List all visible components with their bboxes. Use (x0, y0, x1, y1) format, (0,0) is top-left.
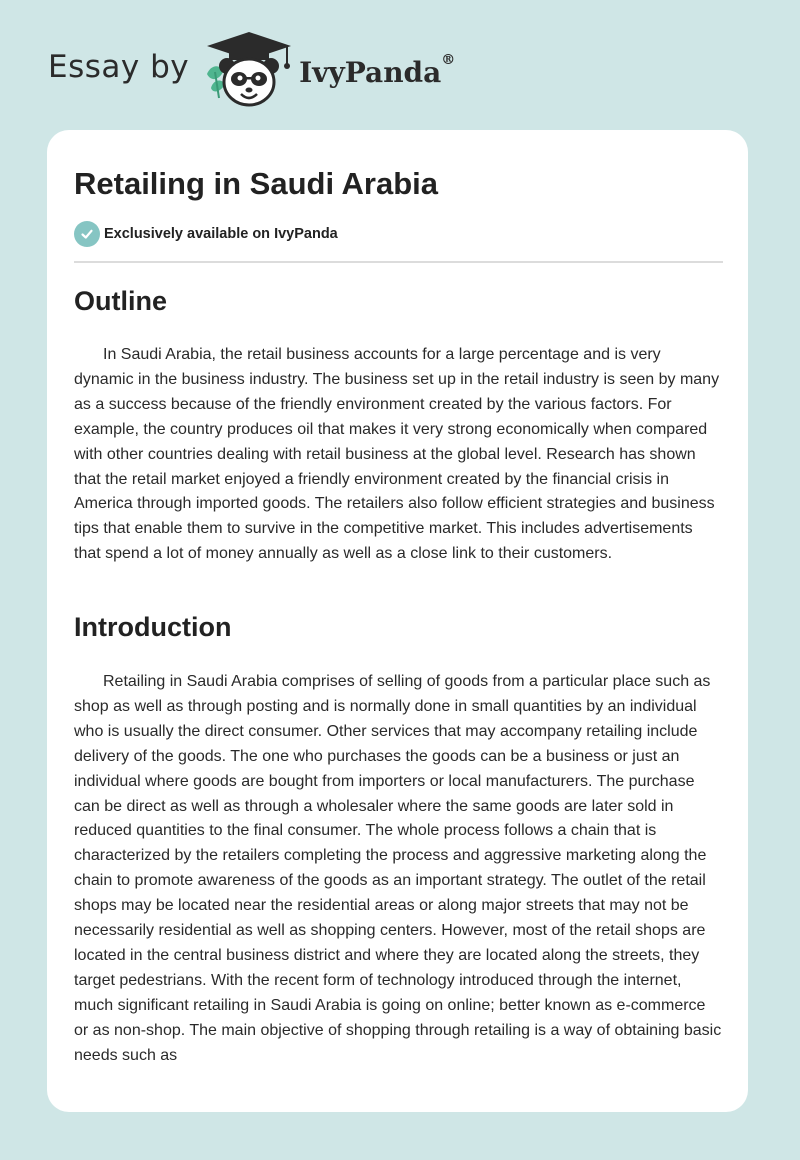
essay-title: Retailing in Saudi Arabia (74, 166, 439, 201)
brand-name: IvyPanda® (299, 51, 456, 89)
section-heading-outline: Outline (74, 286, 167, 316)
essay-card (47, 130, 748, 1112)
exclusive-label: Exclusively available on IvyPanda (104, 226, 338, 242)
section-paragraph-introduction: Retailing in Saudi Arabia comprises of selling of goods from a particular place such as shop as well as through posting and is normally done in small quantities by an individual who is usually the direct consumer. Other services that may accompany retailing include delivery of the goods. The one who purchases the goods can be a business or just an individual where goods are bought from importers or local manufacturers. The purchase can be direct as well as through a wholesaler where the same goods are later sold in reduced quantities to the final consumer. The whole process follows a chain that is characterized by the retailers completing the process and aggressive marketing along the chain to promote awareness of the goods as an important strategy. The outlet of the retail shops may be located near the residential areas or along major streets that may not be necessarily residential as well as shopping centers. However, most of the retail shops are located in the central business district and where they are located along the streets, they target pedestrians. With the recent form of technology introduced through the internet, much significant retailing in Saudi Arabia is going on online; better known as e-commerce or as non-shop. The main objective of shopping through retailing is a way of obtaining basic needs such as (74, 673, 722, 1064)
site-header-logo[interactable] (48, 30, 455, 110)
check-circle-icon (74, 221, 100, 247)
brand-prefix: Essay by (48, 49, 190, 85)
section-paragraph-outline: In Saudi Arabia, the retail business accounts for a large percentage and is very dynamic in the business industry. The business set up in the retail industry is seen by many as a success because of the friendly environment created by the various factors. For example, the country produces oil that makes it very strong economically when compared with other countries dealing with retail business at the global level. Research has shown that the retail market enjoyed a friendly environment created by the financial crisis in America through imported goods. The retailers also follow efficient strategies and business tips that enable them to survive in the competitive market. This includes advertisements that spend a lot of money annually as well as a close link to their customers. (74, 346, 720, 563)
exclusive-badge (74, 221, 338, 247)
section-heading-introduction: Introduction (74, 612, 232, 642)
title-divider (74, 261, 723, 263)
panda-mascot-icon (203, 30, 295, 110)
